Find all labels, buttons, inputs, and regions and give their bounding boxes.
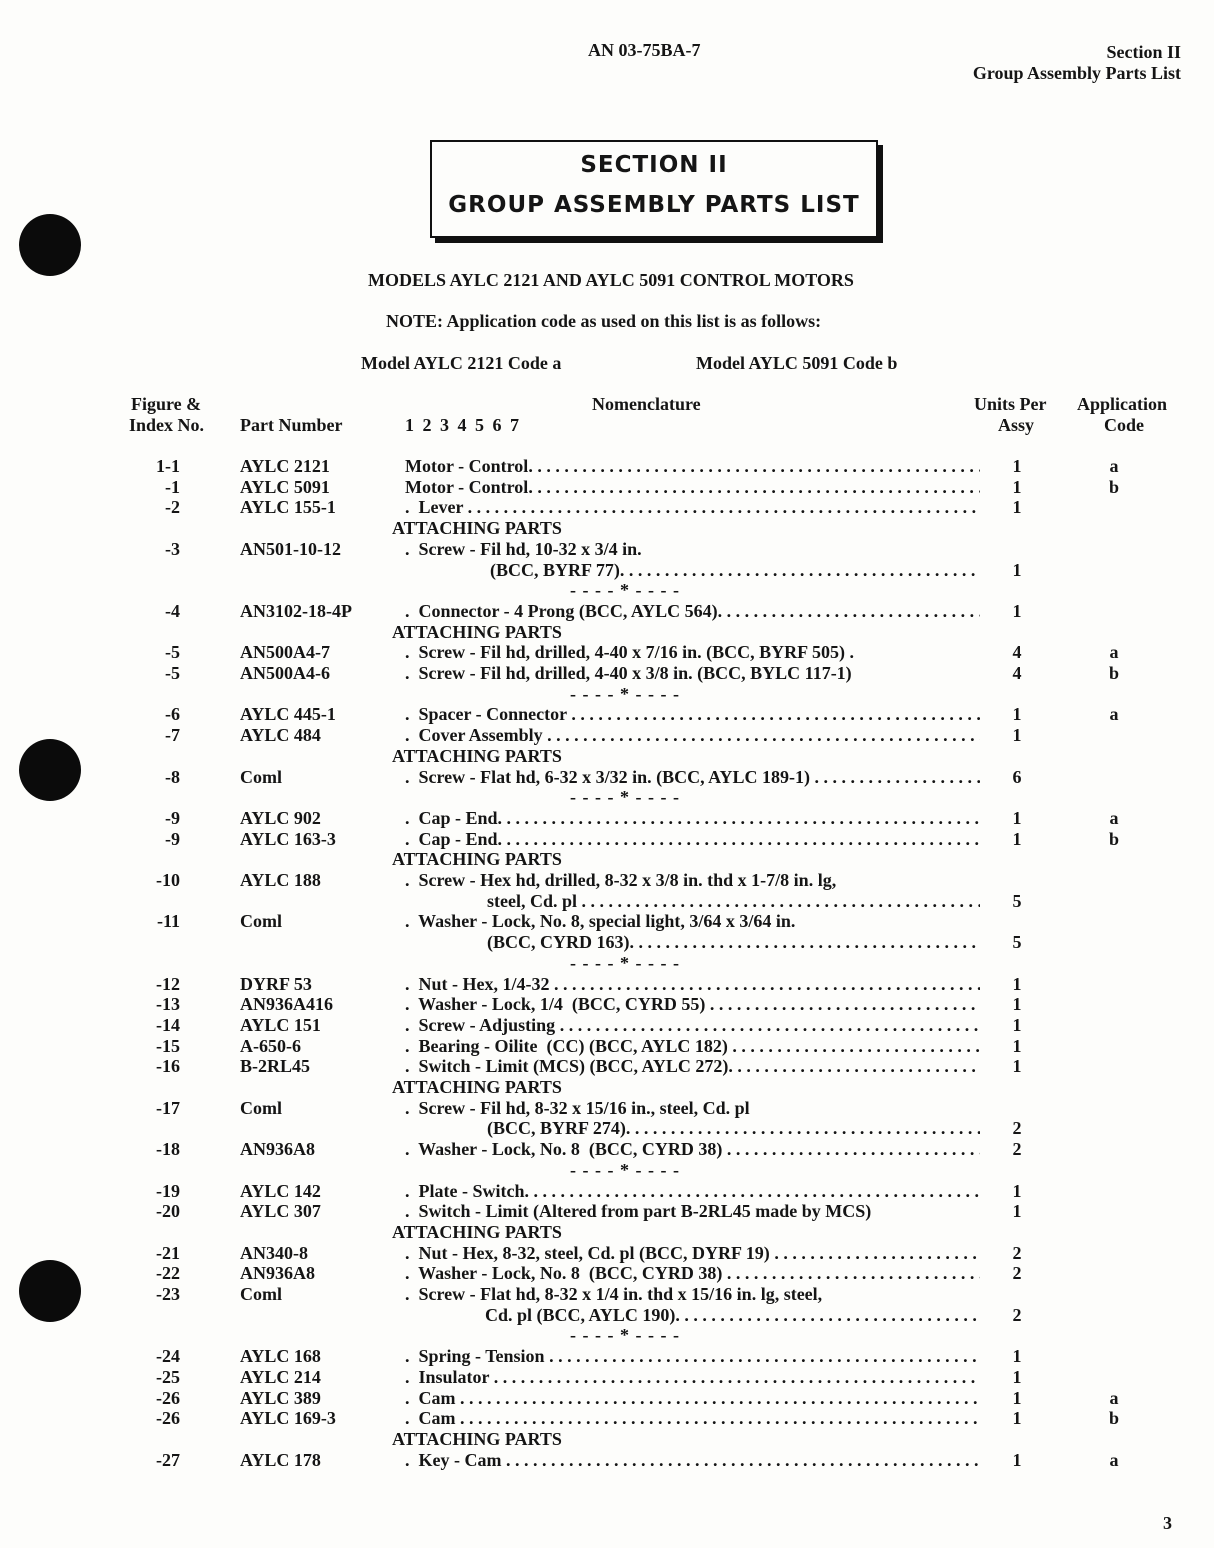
table-row — [0, 725, 1214, 746]
dot-leader — [468, 497, 980, 518]
index-number: -24 — [156, 1346, 180, 1367]
units-per-assy: 1 — [1012, 1201, 1022, 1222]
index-number: -23 — [156, 1284, 180, 1304]
attaching-parts-heading — [0, 1077, 1214, 1098]
table-row — [0, 1284, 1214, 1305]
table-row — [0, 477, 1214, 498]
units-per-assy: 1 — [1012, 828, 1022, 849]
table-row — [0, 974, 1214, 995]
dot-leader — [498, 829, 980, 850]
nomenclature-text: . Key - Cam — [405, 1449, 506, 1470]
nomenclature — [405, 1015, 980, 1036]
part-number: AYLC 188 — [240, 870, 321, 890]
table-row — [0, 539, 1214, 560]
attaching-parts-label: ATTACHING PARTS — [392, 1077, 562, 1097]
part-number: AYLC 155-1 — [240, 497, 336, 518]
table-row — [0, 1098, 1214, 1119]
table-row — [0, 1243, 1214, 1264]
nomenclature — [487, 1118, 980, 1139]
header-assy: Assy — [998, 415, 1035, 435]
attaching-parts-label: ATTACHING PARTS — [392, 745, 562, 766]
part-number: Coml — [240, 1097, 282, 1118]
application-code: a — [1109, 1449, 1119, 1470]
header-nomenclature: Nomenclature — [592, 394, 701, 414]
nomenclature-text: . Cap - End — [405, 828, 498, 849]
index-number: -6 — [165, 704, 180, 725]
table-row-continuation — [0, 1305, 1214, 1326]
index-number: -26 — [156, 1387, 180, 1408]
nomenclature-text: . Washer - Lock, No. 8 (BCC, CYRD 38) — [405, 1263, 727, 1284]
nomenclature-text: . Cap - End — [405, 807, 498, 828]
index-number: -9 — [165, 828, 180, 849]
units-per-assy: 1 — [1012, 559, 1022, 580]
part-number: AYLC 902 — [240, 807, 321, 828]
dot-leader — [675, 1305, 980, 1326]
attaching-parts-heading — [0, 1222, 1214, 1243]
index-number: -15 — [156, 1035, 180, 1056]
nomenclature-text: steel, Cd. pl — [487, 890, 582, 911]
dot-leader — [498, 808, 980, 829]
application-code: a — [1109, 807, 1119, 828]
units-per-assy: 2 — [1012, 1242, 1022, 1263]
index-number: -5 — [165, 642, 180, 663]
table-row — [0, 1181, 1214, 1202]
part-number: AYLC 5091 — [240, 476, 330, 497]
nomenclature — [405, 1181, 980, 1202]
nomenclature-text: . Screw - Adjusting — [405, 1014, 560, 1035]
part-number: AYLC 151 — [240, 1014, 321, 1035]
table-row — [0, 1408, 1214, 1429]
dot-leader — [494, 1367, 980, 1388]
nomenclature-text: . Washer - Lock, 1/4 (BCC, CYRD 55) — [405, 994, 710, 1015]
units-per-assy: 2 — [1012, 1263, 1022, 1284]
dot-leader — [630, 932, 981, 953]
title-line-1: SECTION II — [580, 152, 728, 178]
attaching-parts-heading — [0, 746, 1214, 767]
nomenclature — [405, 870, 980, 891]
dot-leader — [460, 1388, 980, 1409]
units-per-assy: 1 — [1012, 994, 1022, 1015]
nomenclature — [405, 1056, 980, 1077]
nomenclature-text: . Nut - Hex, 1/4-32 — [405, 973, 554, 994]
nomenclature-text: . Screw - Hex hd, drilled, 8-32 x 3/8 in. thd x 1-7/8 in. lg, — [405, 870, 837, 890]
index-number: -8 — [165, 766, 180, 787]
nomenclature — [405, 1346, 980, 1367]
attaching-parts-heading — [0, 622, 1214, 643]
dot-leader — [554, 974, 980, 995]
nomenclature-text: . Switch - Limit (Altered from part B-2RL45 made by MCS) — [405, 1201, 872, 1222]
dot-leader — [528, 456, 980, 477]
nomenclature-text: Motor - Control — [405, 456, 529, 476]
nomenclature — [405, 1098, 980, 1119]
dot-leader — [560, 1015, 980, 1036]
application-code: a — [1109, 1387, 1119, 1408]
application-code: a — [1109, 456, 1119, 476]
index-number: -12 — [156, 973, 180, 994]
part-number: DYRF 53 — [240, 973, 312, 994]
part-number: AYLC 307 — [240, 1201, 321, 1222]
nomenclature — [405, 1139, 980, 1160]
index-number: -17 — [156, 1097, 180, 1118]
part-number: AYLC 445-1 — [240, 704, 336, 725]
units-per-assy: 1 — [1012, 704, 1022, 725]
dot-leader — [571, 704, 980, 725]
nomenclature — [490, 560, 980, 581]
nomenclature-text: . Cam — [405, 1387, 460, 1408]
index-number: -19 — [156, 1180, 180, 1201]
doc-number: AN 03-75BA-7 — [588, 40, 701, 60]
index-number: -10 — [156, 870, 180, 890]
units-per-assy: 5 — [1012, 932, 1022, 953]
part-number: Coml — [240, 1284, 282, 1304]
dot-leader — [728, 1056, 980, 1077]
nomenclature — [405, 1388, 980, 1409]
units-per-assy: 2 — [1012, 1139, 1022, 1160]
nomenclature — [405, 725, 980, 746]
nomenclature — [405, 601, 980, 622]
part-number: AYLC 214 — [240, 1366, 321, 1387]
index-number: -13 — [156, 994, 180, 1015]
part-number: AYLC 389 — [240, 1387, 321, 1408]
application-code: b — [1108, 828, 1119, 849]
index-number: -27 — [156, 1449, 180, 1470]
units-per-assy: 6 — [1012, 766, 1022, 787]
header-index: Index No. — [129, 415, 205, 435]
table-row — [0, 704, 1214, 725]
note: NOTE: Application code as used on this list is as follows: — [386, 311, 822, 331]
index-number: -7 — [165, 725, 180, 746]
nomenclature — [405, 1367, 980, 1388]
nomenclature-text: (BCC, BYRF 77) — [490, 559, 620, 580]
nomenclature-text: . Washer - Lock, No. 8 (BCC, CYRD 38) — [405, 1139, 727, 1160]
header-levels: 1 2 3 4 5 6 7 — [405, 415, 519, 435]
part-number: AN936A8 — [240, 1263, 315, 1284]
part-number: AN500A4-7 — [240, 642, 330, 663]
dot-leader — [460, 1408, 980, 1429]
separator-mark: - - - - * - - - - — [570, 1159, 680, 1180]
dot-leader — [718, 601, 980, 622]
nomenclature-text: . Spacer - Connector — [405, 704, 572, 725]
nomenclature — [405, 1263, 980, 1284]
index-number: -11 — [156, 911, 180, 932]
nomenclature-text: . Cover Assembly — [405, 725, 548, 746]
part-number: AN936A8 — [240, 1139, 315, 1160]
part-number: AYLC 178 — [240, 1449, 321, 1470]
separator — [0, 1160, 1214, 1181]
nomenclature — [405, 642, 980, 663]
table-row — [0, 601, 1214, 622]
table-row — [0, 767, 1214, 788]
index-number: -18 — [156, 1139, 180, 1160]
index-number: -22 — [156, 1263, 180, 1284]
nomenclature-text: Cd. pl (BCC, AYLC 190) — [485, 1304, 676, 1325]
table-row — [0, 870, 1214, 891]
units-per-assy: 1 — [1012, 1346, 1022, 1367]
index-number: -9 — [165, 807, 180, 828]
units-per-assy: 1 — [1012, 1180, 1022, 1201]
nomenclature-text: . Switch - Limit (MCS) (BCC, AYLC 272) — [405, 1056, 729, 1077]
dot-leader — [774, 1243, 980, 1264]
dot-leader — [727, 1263, 980, 1284]
nomenclature — [405, 829, 980, 850]
separator — [0, 684, 1214, 705]
units-per-assy: 4 — [1012, 642, 1022, 663]
application-code: b — [1108, 663, 1119, 683]
part-number: AN3102-18-4P — [240, 600, 352, 621]
nomenclature — [405, 911, 980, 932]
part-number: AN501-10-12 — [240, 538, 341, 559]
nomenclature — [405, 1201, 980, 1222]
dot-leader — [549, 1346, 980, 1367]
dot-leader — [547, 725, 980, 746]
header-part-number: Part Number — [240, 415, 343, 435]
header-application: Application — [1077, 394, 1168, 414]
part-number: AYLC 484 — [240, 725, 321, 746]
nomenclature-text: . Screw - Fil hd, 10-32 x 3/4 in. — [405, 538, 642, 559]
dot-leader — [506, 1450, 980, 1471]
part-number: A-650-6 — [240, 1035, 301, 1056]
nomenclature-text: (BCC, BYRF 274) — [487, 1118, 626, 1139]
units-per-assy: 1 — [1012, 476, 1022, 497]
title-line-2: GROUP ASSEMBLY PARTS LIST — [448, 192, 860, 218]
part-number: AN500A4-6 — [240, 663, 330, 683]
attaching-parts-heading — [0, 1429, 1214, 1450]
nomenclature-text: . Insulator — [405, 1366, 494, 1387]
nomenclature — [405, 767, 980, 788]
units-per-assy: 1 — [1012, 1366, 1022, 1387]
nomenclature — [405, 539, 980, 560]
nomenclature-text: . Nut - Hex, 8-32, steel, Cd. pl (BCC, DYRF 19) — [405, 1242, 775, 1263]
table-row — [0, 1139, 1214, 1160]
nomenclature — [405, 808, 980, 829]
nomenclature — [405, 663, 980, 684]
index-number: 1-1 — [156, 456, 180, 476]
separator-mark: - - - - * - - - - — [570, 1325, 680, 1346]
nomenclature — [485, 1305, 980, 1326]
nomenclature — [487, 932, 980, 953]
table-row — [0, 1015, 1214, 1036]
nomenclature-text: . Screw - Fil hd, drilled, 4-40 x 7/16 in. (BCC, BYRF 505) . — [405, 642, 854, 663]
table-row-continuation — [0, 1118, 1214, 1139]
units-per-assy: 5 — [1012, 890, 1022, 911]
dot-leader — [582, 891, 981, 912]
table-row — [0, 663, 1214, 684]
table-row — [0, 1263, 1214, 1284]
dot-leader — [620, 560, 980, 581]
part-number: Coml — [240, 911, 282, 932]
units-per-assy: 1 — [1012, 807, 1022, 828]
table-row-continuation — [0, 932, 1214, 953]
dot-leader — [710, 994, 980, 1015]
dot-leader — [732, 1036, 980, 1057]
table-row — [0, 829, 1214, 850]
part-number: AYLC 163-3 — [240, 828, 336, 849]
application-code: b — [1108, 476, 1119, 497]
separator-mark: - - - - * - - - - — [570, 683, 680, 704]
units-per-assy: 2 — [1012, 1304, 1022, 1325]
nomenclature — [405, 477, 980, 498]
nomenclature-text: . Screw - Fil hd, drilled, 4-40 x 3/8 in. (BCC, BYLC 117-1) — [405, 663, 852, 683]
units-per-assy: 2 — [1012, 1118, 1022, 1139]
header-units: Units Per — [974, 394, 1047, 414]
units-per-assy: 1 — [1012, 1056, 1022, 1077]
nomenclature — [405, 1036, 980, 1057]
table-row — [0, 1367, 1214, 1388]
code-b: Model AYLC 5091 Code b — [696, 353, 898, 373]
index-number: -25 — [156, 1366, 180, 1387]
attaching-parts-label: ATTACHING PARTS — [392, 1221, 562, 1242]
nomenclature-text: . Connector - 4 Prong (BCC, AYLC 564) — [405, 600, 718, 621]
page-number: 3 — [1163, 1513, 1172, 1533]
units-per-assy: 1 — [1012, 1035, 1022, 1056]
units-per-assy: 1 — [1012, 1387, 1022, 1408]
units-per-assy: 1 — [1012, 1449, 1022, 1470]
part-number: B-2RL45 — [240, 1056, 311, 1077]
table-row — [0, 1201, 1214, 1222]
application-code: a — [1109, 642, 1119, 663]
table-row — [0, 456, 1214, 477]
dot-leader — [815, 767, 980, 788]
index-number: -20 — [156, 1201, 180, 1222]
application-code: a — [1109, 704, 1119, 725]
units-per-assy: 1 — [1012, 600, 1022, 621]
subtitle: MODELS AYLC 2121 AND AYLC 5091 CONTROL MOTORS — [368, 270, 854, 290]
attaching-parts-heading — [0, 849, 1214, 870]
units-per-assy: 1 — [1012, 456, 1022, 476]
nomenclature-text: . Screw - Flat hd, 6-32 x 3/32 in. (BCC, AYLC 189-1) — [405, 766, 815, 787]
part-number: AYLC 2121 — [240, 456, 330, 476]
application-code: b — [1108, 1408, 1119, 1429]
dot-leader — [727, 1139, 980, 1160]
nomenclature — [405, 704, 980, 725]
nomenclature — [405, 994, 980, 1015]
units-per-assy: 1 — [1012, 1408, 1022, 1429]
part-number: AYLC 169-3 — [240, 1408, 336, 1429]
table-row — [0, 1346, 1214, 1367]
table-row — [0, 1056, 1214, 1077]
index-number: -5 — [165, 663, 180, 683]
separator — [0, 787, 1214, 808]
nomenclature-text: . Cam — [405, 1408, 460, 1429]
index-number: -26 — [156, 1408, 180, 1429]
index-number: -21 — [156, 1242, 180, 1263]
attaching-parts-label: ATTACHING PARTS — [392, 849, 562, 870]
separator-mark: - - - - * - - - - — [570, 952, 680, 973]
part-number: AN340-8 — [240, 1242, 308, 1263]
table-row — [0, 808, 1214, 829]
index-number: -2 — [165, 497, 180, 518]
code-a: Model AYLC 2121 Code a — [361, 353, 562, 373]
nomenclature — [405, 974, 980, 995]
section-title: Group Assembly Parts List — [972, 63, 1181, 83]
dot-leader — [626, 1118, 980, 1139]
separator — [0, 580, 1214, 601]
index-number: -3 — [165, 538, 180, 559]
table-row-continuation — [0, 891, 1214, 912]
attaching-parts-label: ATTACHING PARTS — [392, 518, 562, 539]
nomenclature-text: . Lever — [405, 497, 468, 518]
separator — [0, 1325, 1214, 1346]
section-label: Section II — [1106, 42, 1181, 62]
nomenclature-text: . Plate - Switch — [405, 1180, 525, 1201]
part-number: Coml — [240, 766, 282, 787]
nomenclature-text: (BCC, CYRD 163) — [487, 932, 630, 953]
part-number: AYLC 168 — [240, 1346, 321, 1367]
nomenclature — [405, 1408, 980, 1429]
attaching-parts-label: ATTACHING PARTS — [392, 621, 562, 642]
separator-mark: - - - - * - - - - — [570, 787, 680, 808]
units-per-assy: 4 — [1012, 663, 1022, 683]
nomenclature-text: Motor - Control — [405, 476, 529, 497]
units-per-assy: 1 — [1012, 725, 1022, 746]
nomenclature-text: . Spring - Tension — [405, 1346, 550, 1367]
nomenclature-text: . Bearing - Oilite (CC) (BCC, AYLC 182) — [405, 1035, 733, 1056]
index-number: -4 — [165, 600, 180, 621]
nomenclature — [405, 456, 980, 477]
table-row — [0, 642, 1214, 663]
dot-leader — [528, 477, 980, 498]
nomenclature — [405, 1243, 980, 1264]
table-row — [0, 497, 1214, 518]
nomenclature — [405, 1284, 980, 1305]
separator — [0, 953, 1214, 974]
index-number: -16 — [156, 1056, 180, 1077]
nomenclature-text: . Washer - Lock, No. 8, special light, 3/64 x 3/64 in. — [405, 911, 796, 932]
nomenclature — [405, 497, 980, 518]
table-row — [0, 1388, 1214, 1409]
header-figure: Figure & — [131, 394, 202, 414]
nomenclature-text: . Screw - Flat hd, 8-32 x 1/4 in. thd x 15/16 in. lg, steel, — [405, 1284, 823, 1304]
part-number: AN936A416 — [240, 994, 333, 1015]
table-row-continuation — [0, 560, 1214, 581]
units-per-assy: 1 — [1012, 973, 1022, 994]
dot-leader — [524, 1181, 980, 1202]
table-row — [0, 1450, 1214, 1471]
title-box — [430, 140, 878, 238]
table-row — [0, 911, 1214, 932]
part-number: AYLC 142 — [240, 1180, 321, 1201]
units-per-assy: 1 — [1012, 1014, 1022, 1035]
units-per-assy: 1 — [1012, 497, 1022, 518]
index-number: -14 — [156, 1014, 180, 1035]
attaching-parts-heading — [0, 518, 1214, 539]
header-code: Code — [1104, 415, 1144, 435]
table-row — [0, 994, 1214, 1015]
nomenclature-text: . Screw - Fil hd, 8-32 x 15/16 in., steel, Cd. pl — [405, 1097, 750, 1118]
nomenclature — [405, 1450, 980, 1471]
attaching-parts-label: ATTACHING PARTS — [392, 1428, 562, 1449]
table-row — [0, 1036, 1214, 1057]
punch-hole — [19, 214, 81, 276]
separator-mark: - - - - * - - - - — [570, 580, 680, 601]
nomenclature — [487, 891, 980, 912]
index-number: -1 — [165, 476, 180, 497]
